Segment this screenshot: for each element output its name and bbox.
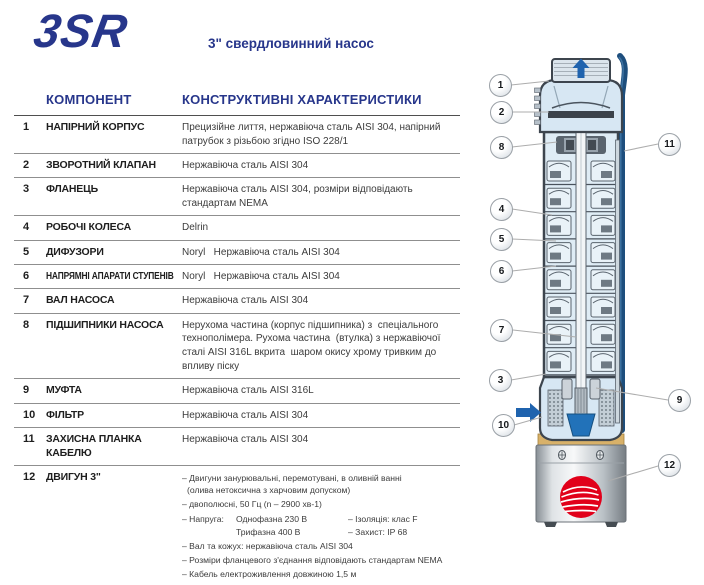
voltage-label: – Напруга:: [182, 513, 224, 524]
motor-spec-line: – Кабель електроживлення довжиною 1,5 м: [182, 569, 357, 580]
callout-leader-lines: [511, 81, 668, 481]
component-description: Delrin: [182, 222, 209, 234]
power-cable-icon: [619, 56, 625, 430]
component-name: ЗАХИСНА ПЛАНКА КАБЕЛЮ: [46, 432, 142, 459]
column-header-component: КОМПОНЕНТ: [46, 92, 132, 107]
row-number: 3: [23, 183, 30, 196]
table-row: [14, 403, 460, 427]
component-table: [14, 88, 460, 585]
table-row: [14, 177, 460, 215]
table-row: [14, 240, 460, 264]
suction-head: [540, 377, 622, 440]
table-header: [14, 88, 460, 116]
component-name: ЗВОРОТНИЙ КЛАПАН: [46, 159, 156, 172]
outlet-arrow-up-icon: [573, 59, 590, 79]
diagram-callout-3: 3: [489, 369, 512, 392]
component-name: НАПІРНИЙ КОРПУС: [46, 121, 145, 133]
delivery-head: [535, 59, 623, 133]
component-description: Нержавіюча сталь AISI 304, розміри відповідають стандартам NEMA: [182, 184, 416, 210]
row-number: 2: [23, 159, 30, 172]
filter-mesh: [599, 390, 614, 426]
component-description: Нержавіюча сталь AISI 304: [182, 295, 309, 307]
component-name: ФІЛЬТР: [46, 408, 84, 421]
component-table-rows: [14, 116, 460, 465]
component-description: Noryl Нержавіюча сталь AISI 304: [182, 271, 340, 283]
pump-casing: [544, 132, 618, 377]
component-description: Нержавіюча сталь AISI 304: [182, 160, 309, 172]
motor-spec-block: [182, 471, 460, 581]
protection-class: – Захист: IP 68: [348, 527, 408, 538]
column-header-characteristics: КОНСТРУКТИВНІ ХАРАКТЕРИСТИКИ: [182, 92, 422, 107]
diagram-callout-2: 2: [490, 101, 513, 124]
component-name: ПІДШИПНИКИ НАСОСА: [46, 318, 164, 331]
motor-spec-line: – Вал та кожух: нержавіюча сталь AISI 304: [182, 541, 353, 552]
table-row: [14, 153, 460, 177]
component-name: НАПРЯМНІ АПАРАТИ СТУПЕНІВ: [46, 270, 174, 283]
row-number: 4: [23, 221, 30, 234]
brand-logo: 3SR: [30, 3, 133, 57]
row-number: 11: [23, 432, 35, 445]
cable-protection-plate: [616, 140, 620, 423]
motor-spec-line: – Двигуни занурювальні, перемотувані, в оливній ванні: [182, 473, 402, 484]
coupling-sleeve: [562, 379, 572, 399]
table-row: [14, 465, 460, 585]
row-number: 10: [23, 408, 36, 421]
motor-foot: [544, 522, 557, 527]
component-name: ДВИГУН 3": [46, 470, 101, 483]
component-name: ВАЛ НАСОСА: [46, 294, 115, 307]
table-row: [14, 313, 460, 379]
coupling-sleeve: [590, 379, 600, 399]
component-description: Нержавіюча сталь AISI 316L: [182, 385, 314, 397]
diagram-callout-1: 1: [489, 74, 512, 97]
insulation-class: – Ізоляція: клас F: [348, 513, 418, 524]
table-row: [14, 264, 460, 288]
diagram-callout-8: 8: [490, 136, 513, 159]
diagram-callout-6: 6: [490, 260, 513, 283]
filter-mesh: [548, 390, 563, 426]
component-description: Нержавіюча сталь AISI 304: [182, 409, 309, 421]
component-description: Нержавіюча сталь AISI 304: [182, 433, 309, 445]
motor-foot: [605, 522, 618, 527]
coupling-icon: [567, 388, 595, 436]
page-title: 3" свердловинний насос: [208, 36, 374, 51]
pump-bearing: [556, 136, 606, 154]
component-name: ДИФУЗОРИ: [46, 245, 104, 258]
component-name: РОБОЧІ КОЛЕСА: [46, 221, 131, 234]
diagram-callout-4: 4: [490, 198, 513, 221]
diagram-callout-5: 5: [490, 228, 513, 251]
row-number: 5: [23, 245, 30, 258]
row-number: 1: [23, 121, 30, 133]
component-name: ФЛАНЕЦЬ: [46, 183, 98, 196]
voltage-single-phase: Однофазна 230 В: [236, 513, 308, 524]
motor-body: [536, 434, 626, 527]
check-valve: [552, 103, 610, 109]
row-number: 6: [23, 270, 30, 283]
motor-screw-icon: [559, 451, 566, 460]
motor-voltage-block: [182, 514, 460, 539]
diagram-callout-12: 12: [658, 454, 681, 477]
diagram-callout-7: 7: [490, 319, 513, 342]
voltage-three-phase: Трифазна 400 В: [236, 527, 301, 538]
table-row: [14, 288, 460, 312]
motor-brand-swirl-icon: [560, 476, 602, 518]
row-number: 12: [23, 470, 36, 483]
inlet-arrow-right-icon: [516, 403, 541, 422]
component-description: Прецизійне лиття, нержавіюча сталь AISI 304, напірний патрубок з різьбою згідно ISO 228/1: [182, 122, 444, 147]
table-row: [14, 215, 460, 239]
diagram-callout-10: 10: [492, 414, 515, 437]
diagram-callout-11: 11: [658, 133, 681, 156]
table-row: [14, 427, 460, 465]
motor-spec-line: (олива нетоксична з харчовим допуском): [187, 484, 351, 495]
discharge-port: [552, 59, 610, 82]
component-description: Нерухома частина (корпус підшипника) з спеціального технополімера. Рухома частина (втулка) з нержавіючої сталі AISI 316L вкрита шаром окису хрому тривким до впливу піску: [182, 319, 446, 373]
row-number: 7: [23, 294, 30, 307]
row-number: 8: [23, 318, 30, 331]
thread-ridges: [535, 88, 541, 125]
component-description: Noryl Нержавіюча сталь AISI 304: [182, 246, 340, 258]
table-row: [14, 116, 460, 153]
motor-screw-icon: [597, 451, 604, 460]
motor-spec-line: – Розміри фланцевого з'єднання відповідають стандартам NEMA: [182, 555, 443, 566]
row-number: 9: [23, 384, 30, 397]
pump-shaft: [576, 130, 586, 392]
pump-cutaway-svg: [460, 55, 704, 528]
motor-spec-line: – двополюсні, 50 Гц (n – 2900 хв-1): [182, 498, 322, 509]
table-row: [14, 378, 460, 402]
diagram-callout-9: 9: [668, 389, 691, 412]
component-name: МУФТА: [46, 384, 82, 397]
